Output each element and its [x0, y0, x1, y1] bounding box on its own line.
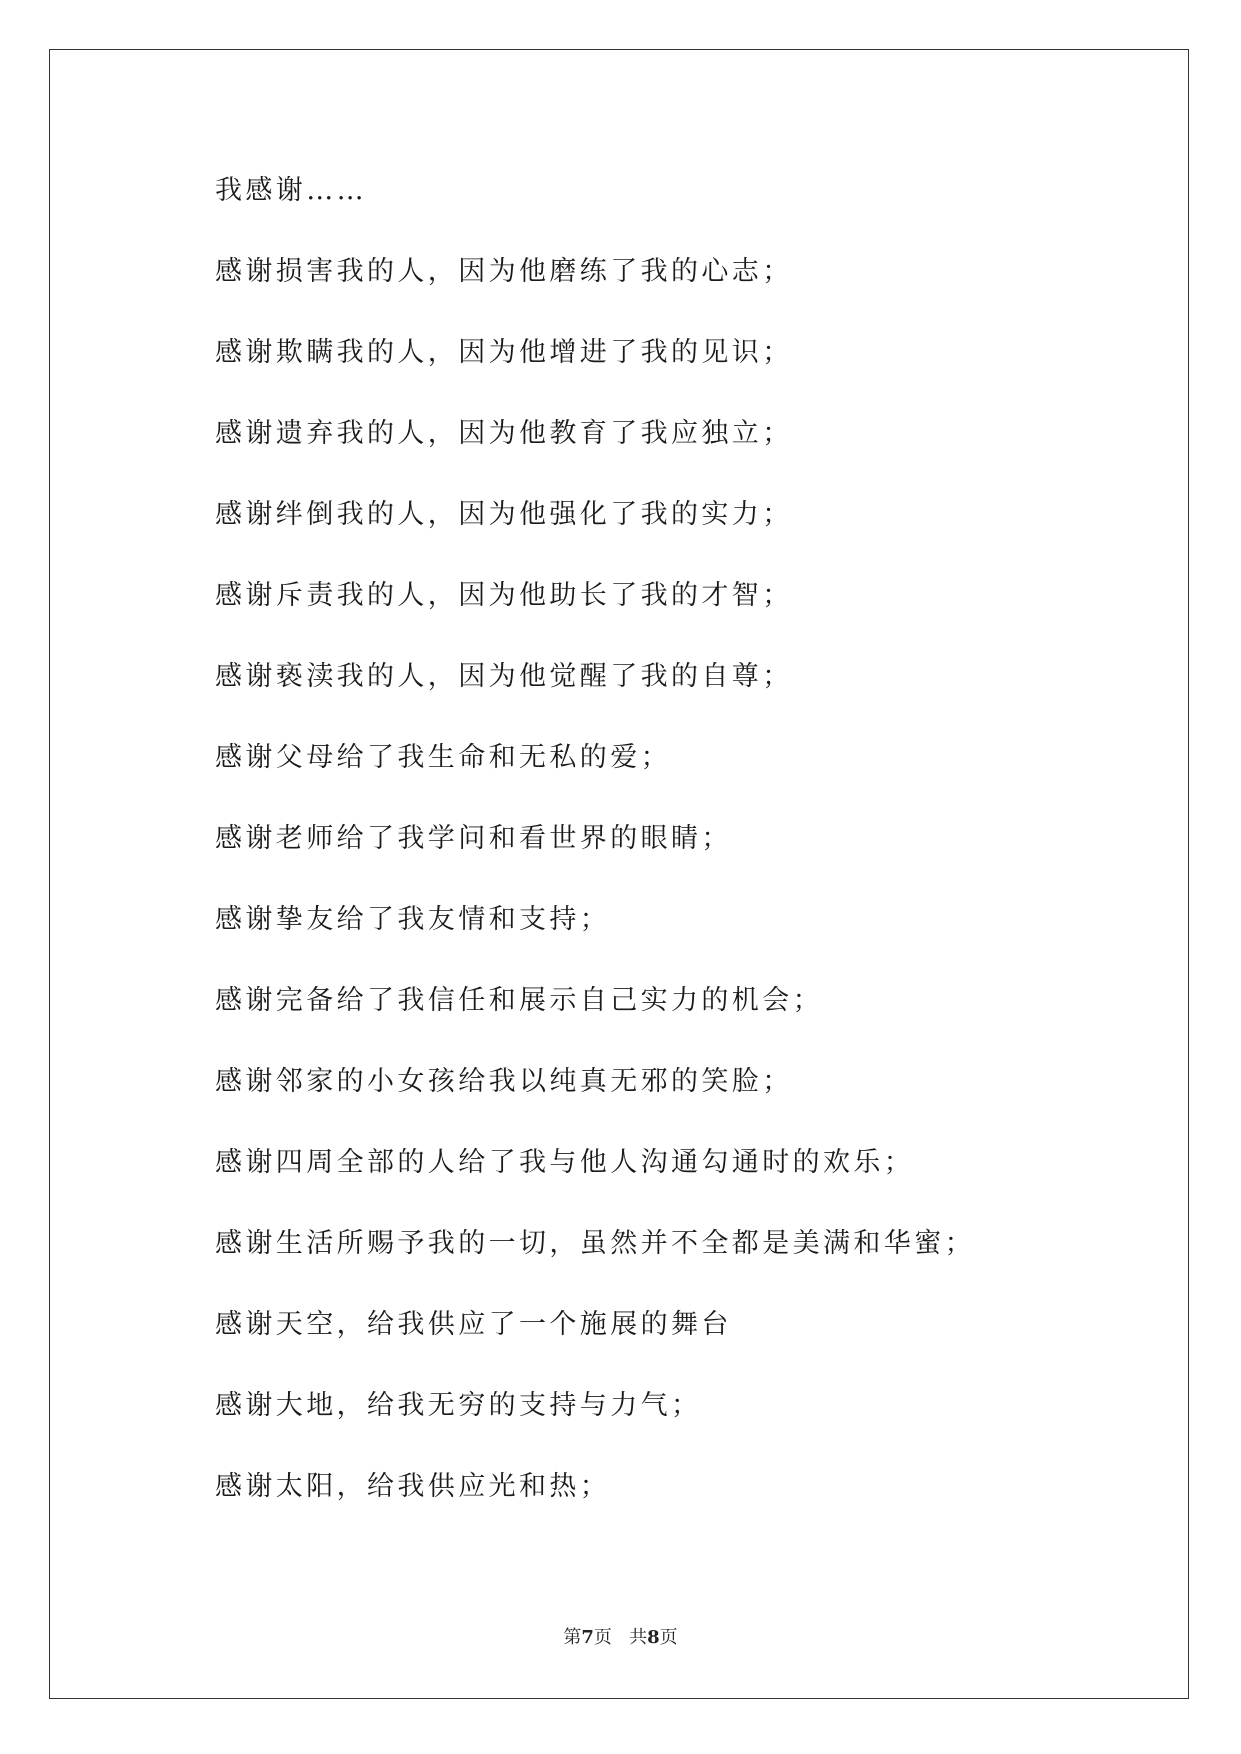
text-line: 感谢亵渎我的人，因为他觉醒了我的自尊； — [215, 661, 793, 692]
page-number-prefix: 第 — [563, 1627, 582, 1648]
text-line: 感谢欺瞒我的人，因为他增进了我的见识； — [215, 337, 793, 368]
text-line: 感谢太阳，给我供应光和热； — [215, 1471, 611, 1502]
text-line: 感谢绊倒我的人，因为他强化了我的实力； — [215, 499, 793, 530]
page-total-prefix: 共 — [629, 1627, 648, 1648]
page-number-total: 8 — [647, 1627, 660, 1648]
text-line: 感谢遗弃我的人，因为他教育了我应独立； — [215, 418, 793, 449]
text-line: 感谢邻家的小女孩给我以纯真无邪的笑脸； — [215, 1066, 793, 1097]
text-line: 我感谢…… — [215, 175, 367, 206]
page-number-suffix: 页 — [593, 1627, 612, 1648]
page-footer — [0, 1626, 1241, 1650]
page-number-current: 7 — [581, 1627, 594, 1648]
text-line: 感谢父母给了我生命和无私的爱； — [215, 742, 671, 773]
text-line: 感谢斥责我的人，因为他助长了我的才智； — [215, 580, 793, 611]
text-line: 感谢完备给了我信任和展示自己实力的机会； — [215, 985, 823, 1016]
text-line: 感谢挚友给了我友情和支持； — [215, 904, 611, 935]
text-line: 感谢损害我的人，因为他磨练了我的心志； — [215, 256, 793, 287]
text-line: 感谢天空，给我供应了一个施展的舞台 — [215, 1309, 732, 1340]
page-total-suffix: 页 — [659, 1627, 678, 1648]
text-line: 感谢生活所赐予我的一切，虽然并不全都是美满和华蜜； — [215, 1228, 975, 1259]
text-line: 感谢四周全部的人给了我与他人沟通勾通时的欢乐； — [215, 1147, 915, 1178]
document-body — [215, 170, 1115, 1547]
text-line: 感谢大地，给我无穷的支持与力气； — [215, 1390, 702, 1421]
text-line: 感谢老师给了我学问和看世界的眼睛； — [215, 823, 732, 854]
